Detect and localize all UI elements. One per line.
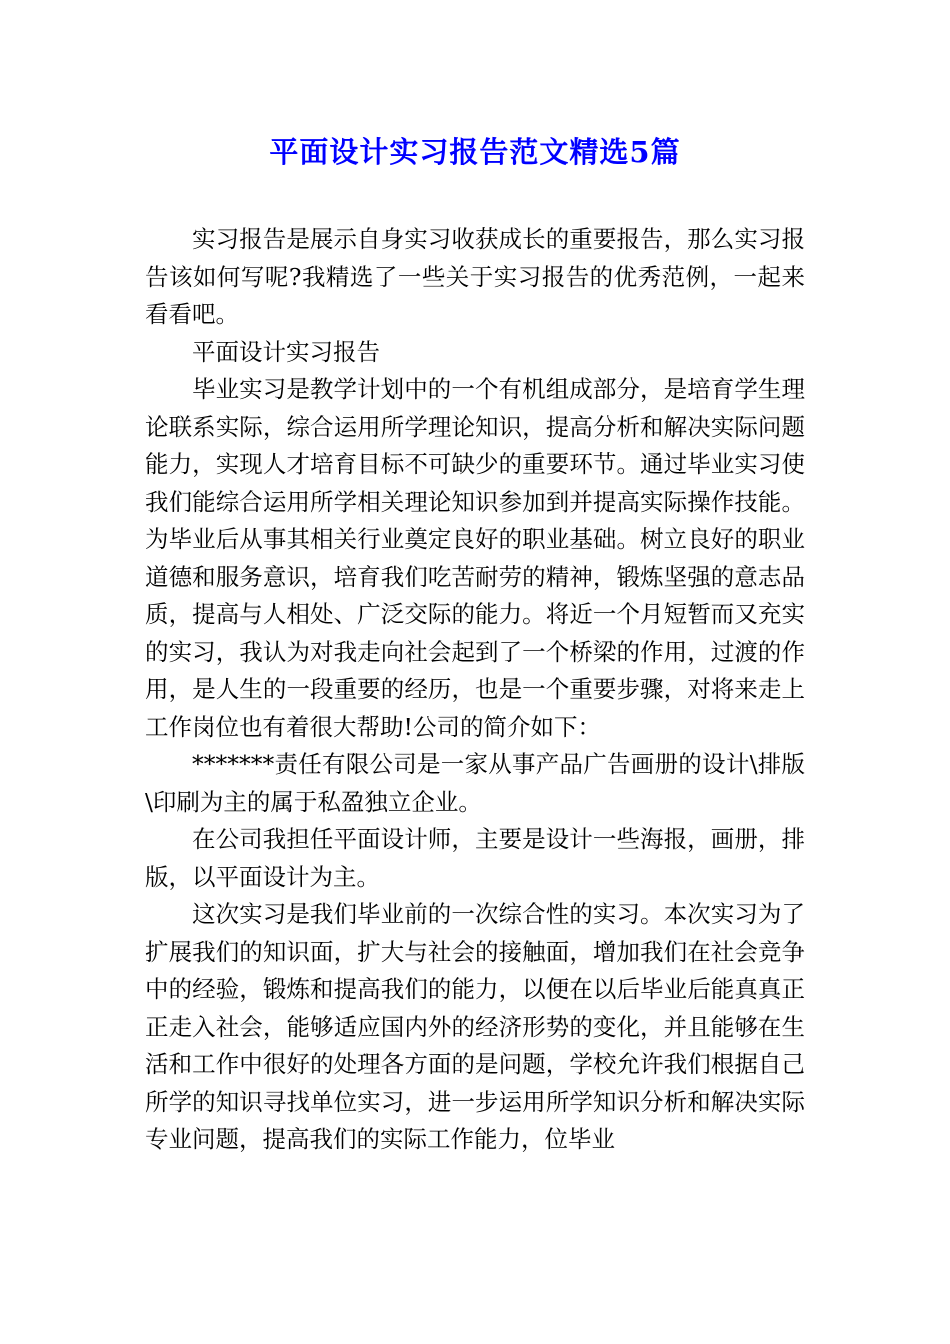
body-paragraph: 毕业实习是教学计划中的一个有机组成部分，是培育学生理论联系实际，综合运用所学理论知识，提高分析和解决实际问题能力，实现人才培育目标不可缺少的重要环节。通过毕业实习使我们能综合运用所学相关理论知识参加到并提高实际操作技能。为毕业后从事其相关行业奠定良好的职业基础。树立良好的职业道德和服务意识，培育我们吃苦耐劳的精神，锻炼坚强的意志品质，提高与人相处、广泛交际的能力。将近一个月短暂而又充实的实习，我认为对我走向社会起到了一个桥梁的作用，过渡的作用，是人生的一段重要的经历，也是一个重要步骤，对将来走上工作岗位也有着很大帮助!公司的简介如下： [145, 375, 805, 741]
section-heading: 平面设计实习报告 [192, 337, 380, 366]
document-title: 平面设计实习报告范文精选5篇 [269, 135, 681, 169]
document-body [145, 221, 805, 1159]
intro-paragraph: 实习报告是展示自身实习收获成长的重要报告，那么实习报告该如何写呢?我精选了一些关于实习报告的优秀范例，一起来看看吧。 [145, 225, 805, 328]
body-paragraph: 这次实习是我们毕业前的一次综合性的实习。本次实习为了扩展我们的知识面，扩大与社会的接触面，增加我们在社会竞争中的经验，锻炼和提高我们的能力，以便在以后毕业后能真真正正走入社会，能够适应国内外的经济形势的变化，并且能够在生活和工作中很好的处理各方面的是问题，学校允许我们根据自己所学的知识寻找单位实习，进一步运用所学知识分析和解决实际专业问题，提高我们的实际工作能力，位毕业 [145, 900, 805, 1153]
body-paragraph: *******责任有限公司是一家从事产品广告画册的设计\排版\印刷为主的属于私盈独立企业。 [145, 750, 805, 816]
body-paragraph: 在公司我担任平面设计师，主要是设计一些海报，画册，排版，以平面设计为主。 [145, 825, 805, 891]
